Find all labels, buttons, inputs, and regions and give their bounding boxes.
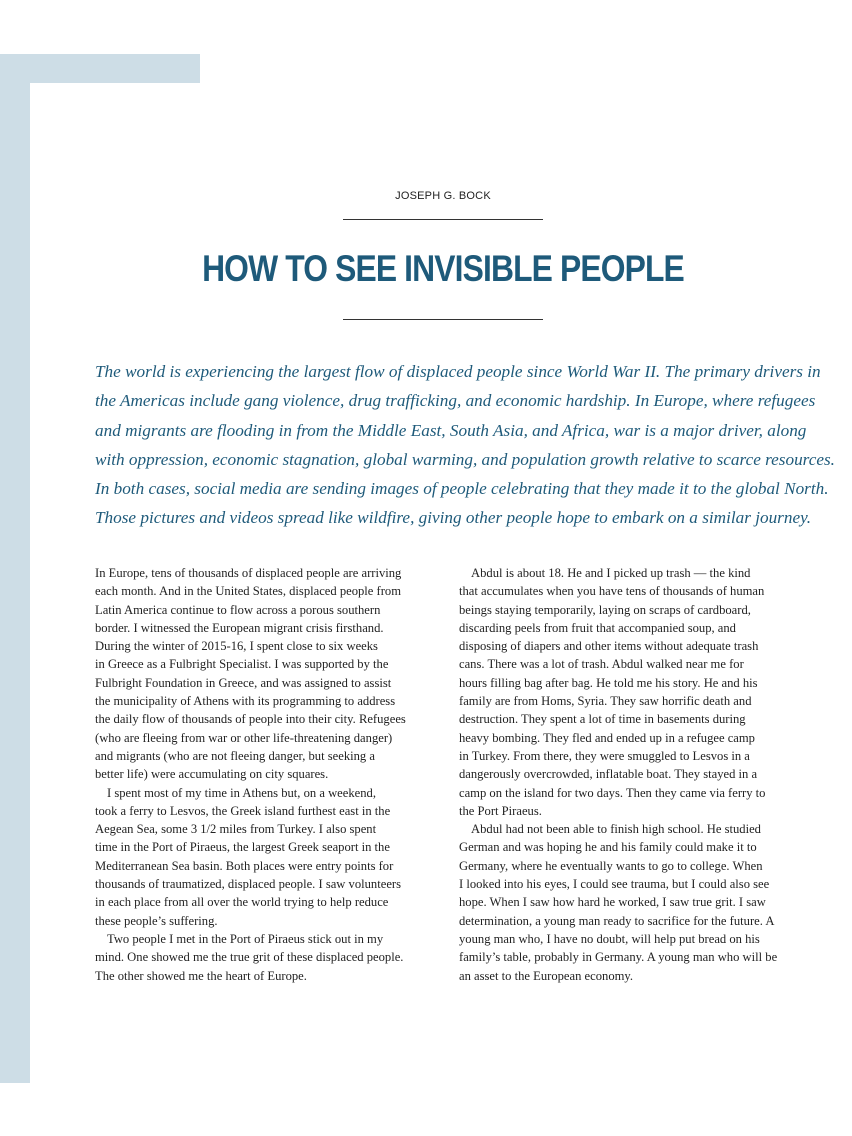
body-line: mind. One showed me the true grit of these displaced people.	[95, 950, 404, 965]
body-line: disposing of diapers and other items without adequate trash	[459, 639, 759, 654]
body-line: these people’s suffering.	[95, 913, 218, 928]
body-line: The other showed me the heart of Europe.	[95, 968, 307, 983]
body-line: that accumulates when you have tens of thousands of human	[459, 584, 765, 599]
body-line: determination, a young man ready to sacrifice for the future. A	[459, 913, 775, 928]
body-line: the daily flow of thousands of people into their city. Refugees	[95, 712, 406, 727]
divider-top	[343, 219, 543, 220]
body-line: beings staying temporarily, laying on scraps of cardboard,	[459, 602, 751, 617]
intro-line: and migrants are flooding in from the Middle East, South Asia, and Africa, war is a major driver, along	[95, 420, 807, 440]
body-line: thousands of traumatized, displaced people. I saw volunteers	[95, 877, 402, 892]
body-column-right	[459, 564, 799, 985]
body-line: (who are fleeing from war or other life-threatening danger)	[95, 730, 393, 745]
body-line: in each place from all over the world trying to help reduce	[95, 895, 389, 910]
body-line: Abdul is about 18. He and I picked up trash — the kind	[471, 566, 751, 580]
body-line: German and was hoping he and his family could make it to	[459, 840, 757, 855]
body-line: the municipality of Athens with its programming to address	[95, 694, 396, 709]
body-line: dangerously overcrowded, inflatable boat. They stayed in a	[459, 767, 758, 782]
body-line: young man who, I have no doubt, will help put bread on his	[459, 931, 760, 946]
body-line: and migrants (who are not fleeing danger, but seeking a	[95, 748, 375, 763]
body-line: Two people I met in the Port of Piraeus stick out in my	[107, 931, 384, 946]
body-line: During the winter of 2015-16, I spent close to six weeks	[95, 639, 378, 654]
body-line: camp on the island for two days. Then they came via ferry to	[459, 785, 766, 800]
body-line: better life) were accumulating on city squares.	[95, 767, 329, 782]
body-line: border. I witnessed the European migrant crisis firsthand.	[95, 620, 384, 635]
body-line: I looked into his eyes, I could see trauma, but I could also see	[459, 877, 770, 892]
body-line: Latin America continue to flow across a porous southern	[95, 602, 381, 617]
body-line: In Europe, tens of thousands of displaced people are arriving	[95, 566, 402, 580]
body-line: time in the Port of Piraeus, the largest Greek seaport in the	[95, 840, 390, 855]
intro-line: In both cases, social media are sending images of people celebrating that they made it to the global North.	[95, 479, 829, 499]
body-line: cans. There was a lot of trash. Abdul walked near me for	[459, 657, 744, 672]
body-line: hours filling bag after bag. He told me his story. He and his	[459, 675, 758, 690]
intro-line: Those pictures and videos spread like wildfire, giving other people hope to embark on a similar journey.	[95, 508, 812, 528]
body-line: family are from Homs, Syria. They saw horrific death and	[459, 694, 752, 709]
article-title: HOW TO SEE INVISIBLE PEOPLE	[202, 248, 684, 289]
body-line: Aegean Sea, some 3 1/2 miles from Turkey. I also spent	[95, 822, 377, 837]
body-line: Fulbright Foundation in Greece, and was assigned to assist	[95, 675, 392, 690]
intro-line: the Americas include gang violence, drug trafficking, and economic hardship. In Europe, where refugees	[95, 391, 816, 411]
body-line: family’s table, probably in Germany. A young man who will be	[459, 950, 778, 965]
body-line: an asset to the European economy.	[459, 968, 634, 983]
author-byline: JOSEPH G. BOCK	[395, 190, 491, 202]
body-line: destruction. They spent a lot of time in basements during	[459, 712, 746, 727]
body-column-left	[95, 564, 435, 985]
body-line: discarding peels from fruit that accompanied soup, and	[459, 620, 736, 635]
intro-line: The world is experiencing the largest flow of displaced people since World War II. The primary drivers in	[95, 362, 821, 381]
body-line: in Greece as a Fulbright Specialist. I was supported by the	[95, 657, 389, 672]
decorative-bar-top	[0, 54, 200, 83]
body-line: in Turkey. From there, they were smuggled to Lesvos in a	[459, 748, 750, 763]
body-line: I spent most of my time in Athens but, on a weekend,	[107, 785, 376, 800]
body-line: hope. When I saw how hard he worked, I saw true grit. I saw	[459, 895, 766, 910]
intro-line: with oppression, economic stagnation, global warming, and population growth relative to scarce resources.	[95, 449, 835, 469]
body-line: the Port Piraeus.	[459, 803, 542, 818]
intro-paragraph	[95, 357, 835, 533]
body-line: each month. And in the United States, displaced people from	[95, 584, 402, 599]
decorative-bar-left	[0, 54, 30, 1083]
body-line: Mediterranean Sea basin. Both places were entry points for	[95, 858, 394, 873]
body-line: Germany, where he eventually wants to go to college. When	[459, 858, 763, 873]
body-line: Abdul had not been able to finish high school. He studied	[471, 822, 761, 837]
body-line: took a ferry to Lesvos, the Greek island furthest east in the	[95, 803, 391, 818]
divider-bottom	[343, 319, 543, 320]
body-line: heavy bombing. They fled and ended up in a refugee camp	[459, 730, 755, 745]
